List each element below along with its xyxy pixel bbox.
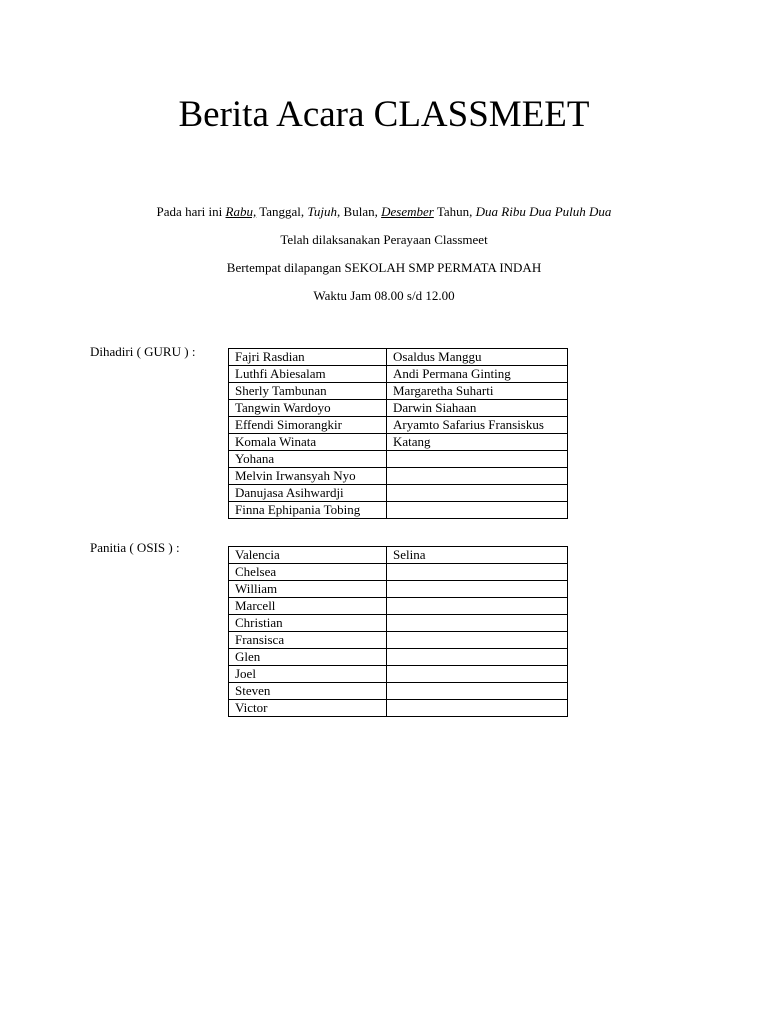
intro-line-time: Waktu Jam 08.00 s/d 12.00 — [313, 288, 455, 303]
table-cell: Fransisca — [229, 632, 387, 649]
table-cell: Victor — [229, 700, 387, 717]
table-cell: Melvin Irwansyah Nyo — [229, 468, 387, 485]
table-cell — [387, 564, 568, 581]
table-row — [229, 598, 568, 615]
intro-line-event: Telah dilaksanakan Perayaan Classmeet — [280, 232, 488, 247]
intro-text: Tahun, — [433, 204, 476, 219]
table-cell: Darwin Siahaan — [387, 400, 568, 417]
intro-text: , Bulan, — [337, 204, 382, 219]
table-cell: Osaldus Manggu — [387, 349, 568, 366]
intro-month: Desember — [381, 204, 434, 219]
osis-section-label: Panitia ( OSIS ) : — [90, 540, 180, 555]
intro-line-location: Bertempat dilapangan SEKOLAH SMP PERMATA INDAH — [226, 260, 542, 275]
table-cell: Margaretha Suharti — [387, 383, 568, 400]
table-cell — [387, 598, 568, 615]
table-cell: Katang — [387, 434, 568, 451]
table-cell: Selina — [387, 547, 568, 564]
table-row — [229, 615, 568, 632]
document-title: Berita Acara CLASSMEET — [178, 94, 590, 135]
table-cell — [387, 502, 568, 519]
table-cell — [387, 581, 568, 598]
table-cell: Sherly Tambunan — [229, 383, 387, 400]
intro-text: Tanggal, — [256, 204, 308, 219]
osis-table — [228, 546, 568, 717]
table-cell: Joel — [229, 666, 387, 683]
table-row — [229, 649, 568, 666]
table-row — [229, 632, 568, 649]
intro-year: Dua Ribu Dua Puluh Dua — [475, 204, 612, 219]
table-cell — [387, 451, 568, 468]
intro-day: Rabu, — [225, 204, 257, 219]
table-row — [229, 485, 568, 502]
table-cell — [387, 468, 568, 485]
table-row — [229, 468, 568, 485]
table-cell: William — [229, 581, 387, 598]
table-row — [229, 502, 568, 519]
table-row — [229, 547, 568, 564]
intro-date: Tujuh — [307, 204, 338, 219]
table-cell — [387, 666, 568, 683]
table-cell: Steven — [229, 683, 387, 700]
table-cell: Tangwin Wardoyo — [229, 400, 387, 417]
table-cell: Chelsea — [229, 564, 387, 581]
table-cell: Effendi Simorangkir — [229, 417, 387, 434]
table-row — [229, 683, 568, 700]
table-row — [229, 434, 568, 451]
table-cell — [387, 683, 568, 700]
table-cell — [387, 615, 568, 632]
table-cell: Andi Permana Ginting — [387, 366, 568, 383]
table-cell: Aryamto Safarius Fransiskus — [387, 417, 568, 434]
table-row — [229, 383, 568, 400]
table-cell: Marcell — [229, 598, 387, 615]
table-cell: Danujasa Asihwardji — [229, 485, 387, 502]
table-cell: Christian — [229, 615, 387, 632]
intro-line-date — [0, 204, 768, 220]
table-cell: Valencia — [229, 547, 387, 564]
table-row — [229, 700, 568, 717]
table-row — [229, 564, 568, 581]
table-row — [229, 581, 568, 598]
table-cell — [387, 485, 568, 502]
guru-section-label: Dihadiri ( GURU ) : — [90, 344, 196, 359]
table-row — [229, 349, 568, 366]
table-cell: Yohana — [229, 451, 387, 468]
table-cell: Finna Ephipania Tobing — [229, 502, 387, 519]
table-cell — [387, 649, 568, 666]
table-cell — [387, 700, 568, 717]
table-row — [229, 400, 568, 417]
table-cell — [387, 632, 568, 649]
table-cell: Glen — [229, 649, 387, 666]
table-cell: Komala Winata — [229, 434, 387, 451]
table-cell: Fajri Rasdian — [229, 349, 387, 366]
guru-table — [228, 348, 568, 519]
table-cell: Luthfi Abiesalam — [229, 366, 387, 383]
table-row — [229, 366, 568, 383]
table-row — [229, 666, 568, 683]
intro-text: Pada hari ini — [156, 204, 226, 219]
table-row — [229, 417, 568, 434]
table-row — [229, 451, 568, 468]
